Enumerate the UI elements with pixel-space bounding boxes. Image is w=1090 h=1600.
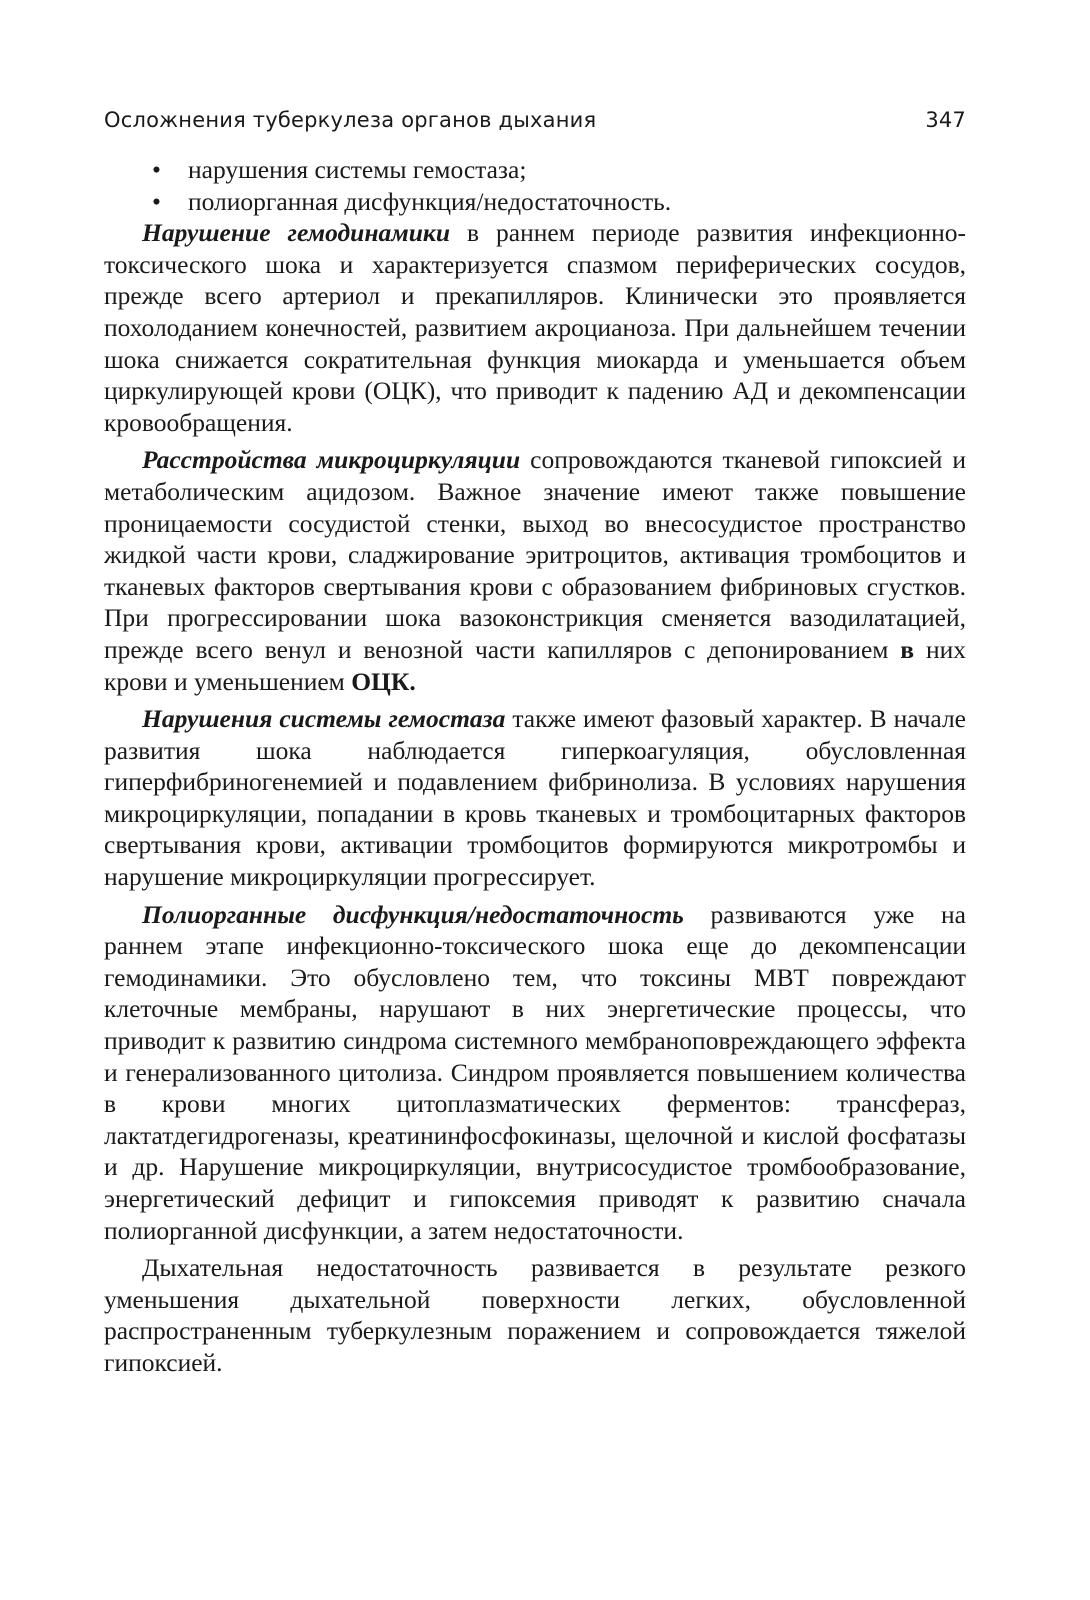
list-item	[104, 154, 966, 186]
chapter-title: Осложнения туберкулеза органов дыхания	[104, 108, 597, 132]
bullet-icon: •	[152, 186, 161, 216]
paragraph-microcirculation	[104, 444, 966, 697]
running-header	[104, 108, 966, 132]
paragraph-text: в раннем периоде развития инфекционно-токсического шока и характеризуется спазмом периферических сосудов, прежде всего артериол и прекапилляров. Клинически это проявляется похолоданием конечностей, развитием акроцианоза. При дальнейшем течении шока снижается сократительная функция миокарда и уменьшается объем циркулирующей крови (ОЦК), что приводит к падению АД и декомпенсации кровообращения.	[104, 218, 966, 437]
paragraph-text: также имеют фазовый характер. В начале развития шока наблюдается гиперкоагуляция, обусловленная гиперфибриногенемией и подавлением фибринолиза. В условиях нарушения микроциркуляции, попадании в кровь тканевых и тромбоцитарных факторов свертывания крови, активации тромбоцитов формируются микротромбы и нарушение микроциркуляции прогрессирует.	[104, 704, 966, 892]
paragraph-text: них крови и уменьшением	[104, 634, 966, 696]
page	[104, 108, 966, 1379]
bold-abbreviation: ОЦК.	[351, 666, 416, 696]
paragraph-hemostasis	[104, 703, 966, 893]
paragraph-respiratory	[104, 1252, 966, 1378]
page-number: 347	[925, 108, 966, 132]
paragraph-hemodynamics	[104, 217, 966, 438]
list-item	[104, 186, 966, 218]
paragraph-lead: Нарушение гемодинамики	[142, 218, 451, 248]
paragraph-lead: Полиорганные дисфункция/недостаточность	[142, 899, 684, 929]
paragraph-lead: Расстройства микроциркуляции	[142, 445, 521, 475]
paragraph-multiorgan	[104, 899, 966, 1247]
body-text	[104, 154, 966, 1379]
list-item-text: нарушения системы гемостаза;	[188, 155, 527, 184]
paragraph-lead: Нарушения системы гемостаза	[142, 704, 506, 734]
paragraph-text: развиваются уже на раннем этапе инфекционно-токсического шока еще до декомпенсации гемодинамики. Это обусловлено тем, что токсины МВТ повреждают клеточные мембраны, нарушают в них энергетические процессы, что приводит к развитию синдрома системного мембраноповреждающего эффекта и генерализованного цитолиза. Синдром проявляется повышением количества в крови многих цитоплазматических ферментов: трансфераз, лактатдегидрогеназы, креатининфосфокиназы, щелочной и кислой фосфатазы и др. Нарушение микроциркуляции, внутрисосудистое тромбообразование, энергетический дефицит и гипоксемия приводят к развитию сначала полиорганной дисфункции, а затем недостаточности.	[104, 899, 966, 1245]
bullet-icon: •	[152, 155, 161, 184]
bold-word: в	[900, 634, 915, 664]
paragraph-text: Дыхательная недостаточность развивается в результате резкого уменьшения дыхательной поверхности легких, обусловленной распространенным туберкулезным поражением и сопровождается тяжелой гипоксией.	[104, 1253, 966, 1377]
bullet-list	[104, 154, 966, 217]
paragraph-text: сопровождаются тканевой гипоксией и метаболическим ацидозом. Важное значение имеют также повышение проницаемости сосудистой стенки, выход во внесосудистое пространство жидкой части крови, сладжирование эритроцитов, активация тромбоцитов и тканевых факторов свертывания крови с образованием фибриновых сгустков. При прогрессировании шока вазоконстрикция сменяется вазодилатацией, прежде всего венул и венозной части капилляров с депонированием	[104, 445, 966, 664]
list-item-text: полиорганная дисфункция/недостаточность.	[188, 186, 672, 216]
